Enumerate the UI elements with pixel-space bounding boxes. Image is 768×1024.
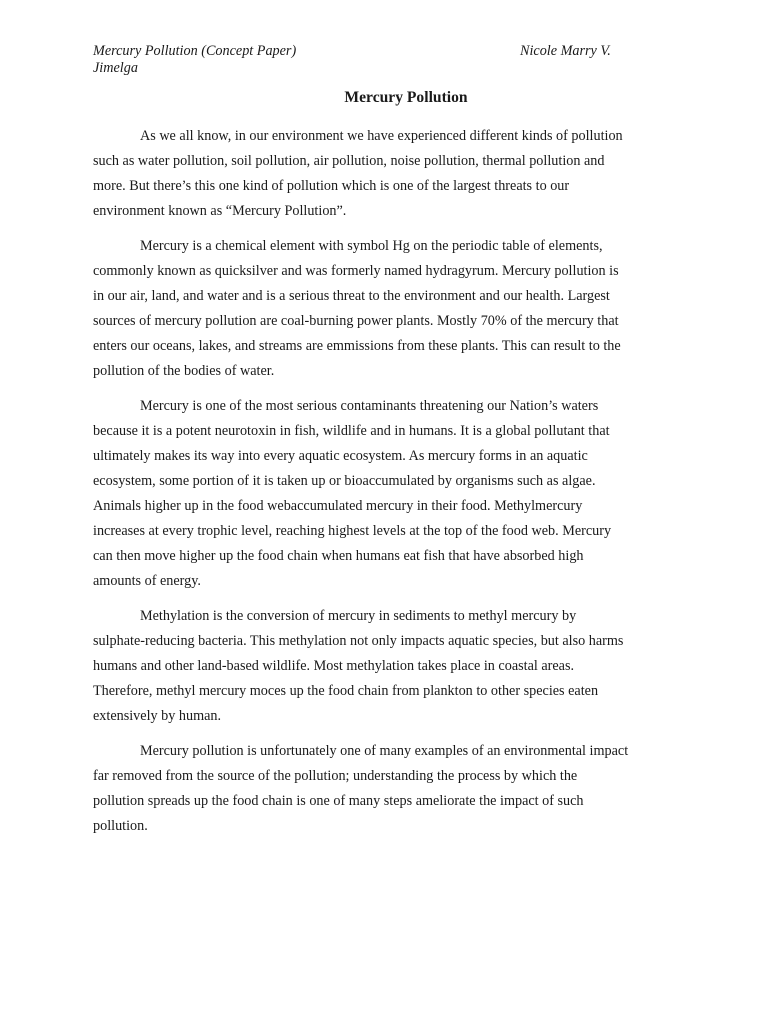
paragraph-line: pollution. [93,818,148,834]
document-body [93,124,683,849]
paragraph-line: pollution of the bodies of water. [93,363,275,379]
paragraph-line: enters our oceans, lakes, and streams are emmissions from these plants. This can result to the [93,338,621,354]
paragraph [93,739,683,839]
paragraph-line: environment known as “Mercury Pollution”. [93,203,347,219]
paragraph-line: far removed from the source of the pollution; understanding the process by which the [93,768,578,784]
paragraph-line: amounts of energy. [93,573,201,589]
paragraph [93,124,683,224]
paragraph-line: more. But there’s this one kind of pollution which is one of the largest threats to our [93,178,570,194]
paragraph-line: As we all know, in our environment we have experienced different kinds of pollution [140,128,623,144]
paragraph-line: Mercury is one of the most serious contaminants threatening our Nation’s waters [140,398,599,414]
paragraph-line: increases at every trophic level, reaching highest levels at the top of the food web. Mercury [93,523,612,539]
paragraph [93,604,683,729]
paragraph-line: ultimately makes its way into every aquatic ecosystem. As mercury forms in an aquatic [93,448,588,464]
paragraph-line: sources of mercury pollution are coal-burning power plants. Mostly 70% of the mercury that [93,313,619,329]
paragraph-line: Methylation is the conversion of mercury in sediments to methyl mercury by [140,608,577,624]
paragraph-line: because it is a potent neurotoxin in fish, wildlife and in humans. It is a global pollutant that [93,423,610,439]
page-title: Mercury Pollution [344,89,468,106]
paragraph [93,394,683,594]
header-line [93,43,653,60]
header-author: Nicole Marry V. [520,43,611,59]
paragraph-line: in our air, land, and water and is a serious threat to the environment and our health. Largest [93,288,610,304]
paragraph-line: commonly known as quicksilver and was formerly named hydragyrum. Mercury pollution is [93,263,619,279]
paragraph-line: humans and other land-based wildlife. Most methylation takes place in coastal areas. [93,658,575,674]
running-header [93,43,653,77]
paragraph-line: extensively by human. [93,708,222,724]
paragraph-line: ecosystem, some portion of it is taken up or bioaccumulated by organisms such as algae. [93,473,596,489]
header-author-continuation: Jimelga [93,60,138,76]
paragraph-line: Therefore, methyl mercury moces up the food chain from plankton to other species eaten [93,683,599,699]
paragraph-line: pollution spreads up the food chain is one of many steps ameliorate the impact of such [93,793,584,809]
paragraph-line: Mercury is a chemical element with symbol Hg on the periodic table of elements, [140,238,603,254]
paragraph-line: can then move higher up the food chain when humans eat fish that have absorbed high [93,548,584,564]
paragraph-line: Mercury pollution is unfortunately one of many examples of an environmental impact [140,743,629,759]
paragraph [93,234,683,384]
paragraph-line: such as water pollution, soil pollution, air pollution, noise pollution, thermal pollution and [93,153,605,169]
paragraph-line: Animals higher up in the food webaccumulated mercury in their food. Methylmercury [93,498,583,514]
paragraph-line: sulphate-reducing bacteria. This methylation not only impacts aquatic species, but also harms [93,633,624,649]
header-document-title: Mercury Pollution (Concept Paper) [93,43,297,59]
